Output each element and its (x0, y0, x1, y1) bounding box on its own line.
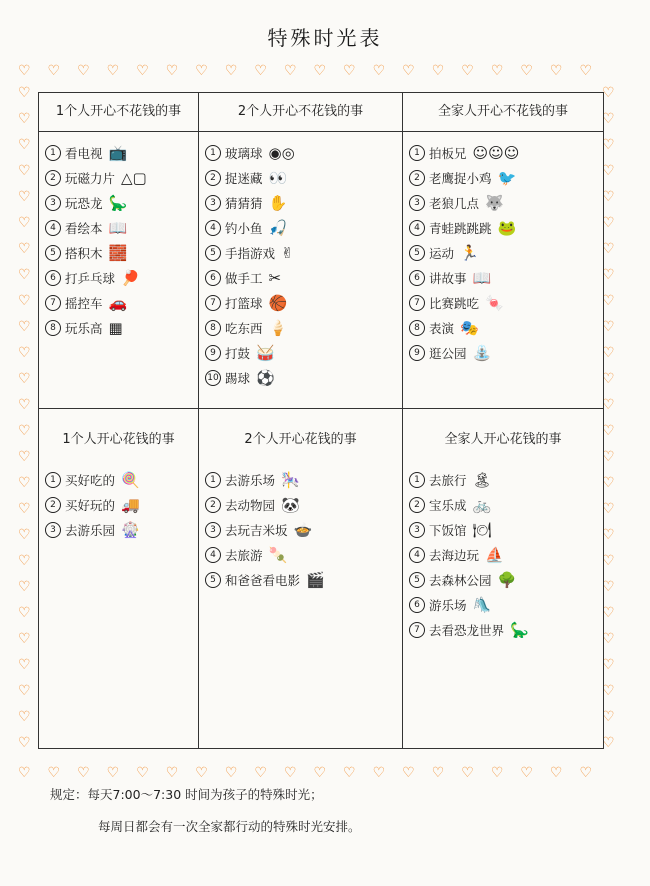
rules-line-1: 规定：每天7:00～7:30 时间为孩子的特殊时光； (50, 787, 323, 802)
dish-icon: 🍽 (472, 520, 492, 539)
item-number: 2 (205, 497, 221, 513)
item-number: 5 (205, 572, 221, 588)
item-number: 4 (409, 547, 425, 563)
item-text: 表演 (429, 320, 455, 336)
item-number: 5 (45, 245, 61, 261)
drum-icon: 🥁 (256, 343, 275, 362)
lego-icon: ▦ (108, 318, 123, 337)
item-text: 玩磁力片 (65, 170, 116, 186)
icecream-icon: 🍦 (268, 318, 288, 337)
item-text: 钓小鱼 (225, 220, 263, 236)
list-item (409, 567, 597, 592)
item-number: 2 (205, 170, 221, 186)
trees-icon: 🌳 (497, 570, 517, 589)
list-item (45, 467, 192, 492)
list-item (205, 365, 396, 390)
item-number: 2 (45, 497, 61, 513)
item-number: 6 (205, 270, 221, 286)
list-item (45, 492, 192, 517)
item-text: 打乒乓球 (65, 270, 116, 286)
item-number: 3 (409, 522, 425, 538)
basketball-icon: 🏀 (268, 293, 288, 312)
item-number: 1 (45, 145, 61, 161)
item-text: 老狼几点 (429, 195, 480, 211)
list-item (205, 165, 396, 190)
cell-family-free (403, 93, 603, 409)
item-text: 宝乐成 (429, 497, 467, 513)
bike-icon: 🚲 (472, 495, 492, 514)
item-number: 9 (205, 345, 221, 361)
family-icon: ☺☺☺ (472, 143, 520, 162)
item-number: 6 (409, 597, 425, 613)
boat-icon: ⛵ (485, 545, 504, 564)
item-text: 手指游戏 (225, 245, 276, 261)
item-number: 3 (45, 195, 61, 211)
heart-border-bottom: ♡♡♡♡♡♡♡♡♡♡♡♡♡♡♡♡♡♡♡♡ (18, 766, 610, 780)
heart-border-right: ♡ ♡ ♡ ♡ ♡ ♡ ♡ ♡ ♡ ♡ ♡ ♡ ♡ ♡ ♡ ♡ ♡ ♡ ♡ ♡ ♡ ♡ ♡ ♡ ♡ ♡ (602, 86, 615, 751)
item-text: 买好玩的 (65, 497, 116, 513)
candy-icon: 🍭 (121, 470, 140, 489)
item-text: 去玩吉米坂 (225, 522, 288, 538)
item-text: 下饭馆 (429, 522, 467, 538)
list-item (45, 190, 192, 215)
list-item (409, 340, 597, 365)
item-number: 2 (409, 497, 425, 513)
item-text: 摇控车 (65, 295, 103, 311)
list-item (205, 240, 396, 265)
item-text: 去海边玩 (429, 547, 480, 563)
item-text: 看绘本 (65, 220, 103, 236)
item-text: 青蛙跳跳跳 (429, 220, 492, 236)
carousel-icon: 🎠 (281, 470, 300, 489)
list-item (45, 265, 192, 290)
eye-icon: 👀 (268, 168, 288, 187)
item-number: 3 (45, 522, 61, 538)
clapper-icon: 🎬 (306, 570, 325, 589)
list-item (45, 240, 192, 265)
cell-heading: 全家人开心不花钱的事 (403, 93, 603, 132)
item-number: 1 (409, 472, 425, 488)
item-text: 游乐场 (429, 597, 467, 613)
snack-icon: 🍬 (485, 293, 504, 312)
list-item (409, 265, 597, 290)
list-item (205, 140, 396, 165)
item-number: 4 (45, 220, 61, 236)
perform-icon: 🎭 (460, 318, 479, 337)
list-item (409, 517, 597, 542)
island-icon: 🏝 (472, 470, 492, 489)
list-item (205, 492, 396, 517)
item-text: 讲故事 (429, 270, 467, 286)
list-item (205, 567, 396, 592)
list-item (205, 542, 396, 567)
runner-icon: 🏃 (460, 243, 479, 262)
craft-icon: ✂ (268, 268, 282, 287)
list-item (45, 165, 192, 190)
item-text: 玩恐龙 (65, 195, 103, 211)
cell-heading: 2个人开心不花钱的事 (199, 93, 402, 132)
cell-pair-paid (199, 409, 403, 748)
item-text: 打篮球 (225, 295, 263, 311)
item-text: 捉迷藏 (225, 170, 263, 186)
activity-list (45, 140, 192, 340)
item-number: 8 (205, 320, 221, 336)
list-item (409, 542, 597, 567)
park-icon: ⛲ (472, 343, 492, 362)
item-text: 运动 (429, 245, 455, 261)
item-text: 打鼓 (225, 345, 251, 361)
item-text: 买好吃的 (65, 472, 116, 488)
list-item (409, 140, 597, 165)
pot-icon: 🍲 (293, 520, 313, 539)
list-item (409, 315, 597, 340)
list-item (45, 290, 192, 315)
item-text: 去旅行 (429, 472, 467, 488)
activity-list (45, 467, 192, 542)
item-number: 4 (409, 220, 425, 236)
item-number: 7 (45, 295, 61, 311)
item-text: 看电视 (65, 145, 103, 161)
list-item (205, 467, 396, 492)
list-item (409, 492, 597, 517)
item-number: 5 (409, 245, 425, 261)
blocks-icon: 🧱 (108, 243, 128, 262)
item-number: 9 (409, 345, 425, 361)
item-text: 逛公园 (429, 345, 467, 361)
heart-border-left: ♡ ♡ ♡ ♡ ♡ ♡ ♡ ♡ ♡ ♡ ♡ ♡ ♡ ♡ ♡ ♡ ♡ ♡ ♡ ♡ ♡ ♡ ♡ ♡ ♡ ♡ (18, 86, 31, 751)
list-item (45, 315, 192, 340)
pingpong-icon: 🏓 (121, 268, 140, 287)
item-number: 1 (205, 145, 221, 161)
list-item (205, 340, 396, 365)
list-item (409, 215, 597, 240)
dinosaur-icon: 🦕 (108, 193, 128, 212)
item-text: 去看恐龙世界 (429, 622, 505, 638)
list-item (409, 592, 597, 617)
fishing-icon: 🎣 (268, 218, 288, 237)
item-number: 6 (45, 270, 61, 286)
list-item (45, 517, 192, 542)
truck-icon: 🚚 (121, 495, 140, 514)
frog-icon: 🐸 (497, 218, 517, 237)
item-text: 踢球 (225, 370, 251, 386)
item-text: 拍板兄 (429, 145, 467, 161)
item-text: 去旅游 (225, 547, 263, 563)
item-number: 7 (205, 295, 221, 311)
item-text: 去动物园 (225, 497, 276, 513)
item-text: 做手工 (225, 270, 263, 286)
list-item (409, 165, 597, 190)
popsicle-icon: 🍡 (268, 545, 288, 564)
list-item (45, 140, 192, 165)
list-item (409, 290, 597, 315)
wolf-icon: 🐺 (485, 193, 504, 212)
cell-pair-free (199, 93, 403, 409)
rules-note (50, 785, 610, 835)
item-number: 2 (45, 170, 61, 186)
list-item (409, 240, 597, 265)
item-number: 10 (205, 370, 221, 386)
item-number: 7 (409, 295, 425, 311)
activity-list (205, 140, 396, 390)
item-number: 4 (205, 547, 221, 563)
fingers-icon: ✌ (281, 243, 294, 262)
cell-heading: 1个人开心花钱的事 (62, 432, 175, 447)
item-number: 4 (205, 220, 221, 236)
ferris-wheel-icon: 🎡 (121, 520, 140, 539)
item-number: 8 (409, 320, 425, 336)
item-number: 2 (409, 170, 425, 186)
list-item (45, 215, 192, 240)
bird-icon: 🐦 (497, 168, 517, 187)
dinosaur-icon: 🦕 (510, 620, 529, 639)
activity-list (409, 140, 597, 365)
item-text: 比赛跳吃 (429, 295, 480, 311)
cell-solo-free (39, 93, 199, 409)
item-number: 1 (409, 145, 425, 161)
item-text: 吃东西 (225, 320, 263, 336)
shapes-icon: △▢ (121, 168, 147, 187)
rules-line-2: 每周日都会有一次全家都行动的特殊时光安排。 (98, 819, 361, 834)
item-text: 去游乐场 (225, 472, 276, 488)
soccer-icon: ⚽ (256, 368, 275, 387)
list-item (205, 265, 396, 290)
item-text: 玩乐高 (65, 320, 103, 336)
activity-list (409, 467, 597, 642)
item-number: 5 (409, 572, 425, 588)
activity-list (205, 467, 396, 592)
item-text: 和爸爸看电影 (225, 572, 301, 588)
car-icon: 🚗 (108, 293, 128, 312)
page-title: 特殊时光表 (267, 26, 383, 50)
item-text: 搭积木 (65, 245, 103, 261)
hand-icon: ✋ (268, 193, 288, 212)
list-item (409, 617, 597, 642)
item-number: 6 (409, 270, 425, 286)
item-text: 老鹰捉小鸡 (429, 170, 492, 186)
item-text: 玻璃球 (225, 145, 263, 161)
slide-icon: 🛝 (472, 595, 492, 614)
item-number: 3 (409, 195, 425, 211)
item-number: 1 (205, 472, 221, 488)
list-item (205, 290, 396, 315)
item-number: 3 (205, 195, 221, 211)
panda-icon: 🐼 (281, 495, 300, 514)
cell-heading: 1个人开心不花钱的事 (39, 93, 198, 132)
book-icon: 📖 (472, 268, 492, 287)
list-item (409, 190, 597, 215)
tv-icon: 📺 (108, 143, 128, 162)
item-text: 去森林公园 (429, 572, 492, 588)
item-number: 1 (45, 472, 61, 488)
cell-family-paid (403, 409, 603, 748)
list-item (205, 315, 396, 340)
cell-heading: 全家人开心花钱的事 (444, 432, 562, 447)
cell-heading: 2个人开心花钱的事 (244, 432, 357, 447)
item-text: 猜猜猜 (225, 195, 263, 211)
item-number: 8 (45, 320, 61, 336)
item-number: 3 (205, 522, 221, 538)
list-item (409, 467, 597, 492)
activity-table (38, 92, 604, 749)
marbles-icon: ◉◎ (268, 143, 295, 162)
list-item (205, 517, 396, 542)
list-item (205, 215, 396, 240)
item-number: 5 (205, 245, 221, 261)
item-text: 去游乐园 (65, 522, 116, 538)
cell-solo-paid (39, 409, 199, 748)
item-number: 7 (409, 622, 425, 638)
heart-border-top: ♡♡♡♡♡♡♡♡♡♡♡♡♡♡♡♡♡♡♡♡ (18, 64, 610, 78)
list-item (205, 190, 396, 215)
book-icon: 📖 (108, 218, 128, 237)
